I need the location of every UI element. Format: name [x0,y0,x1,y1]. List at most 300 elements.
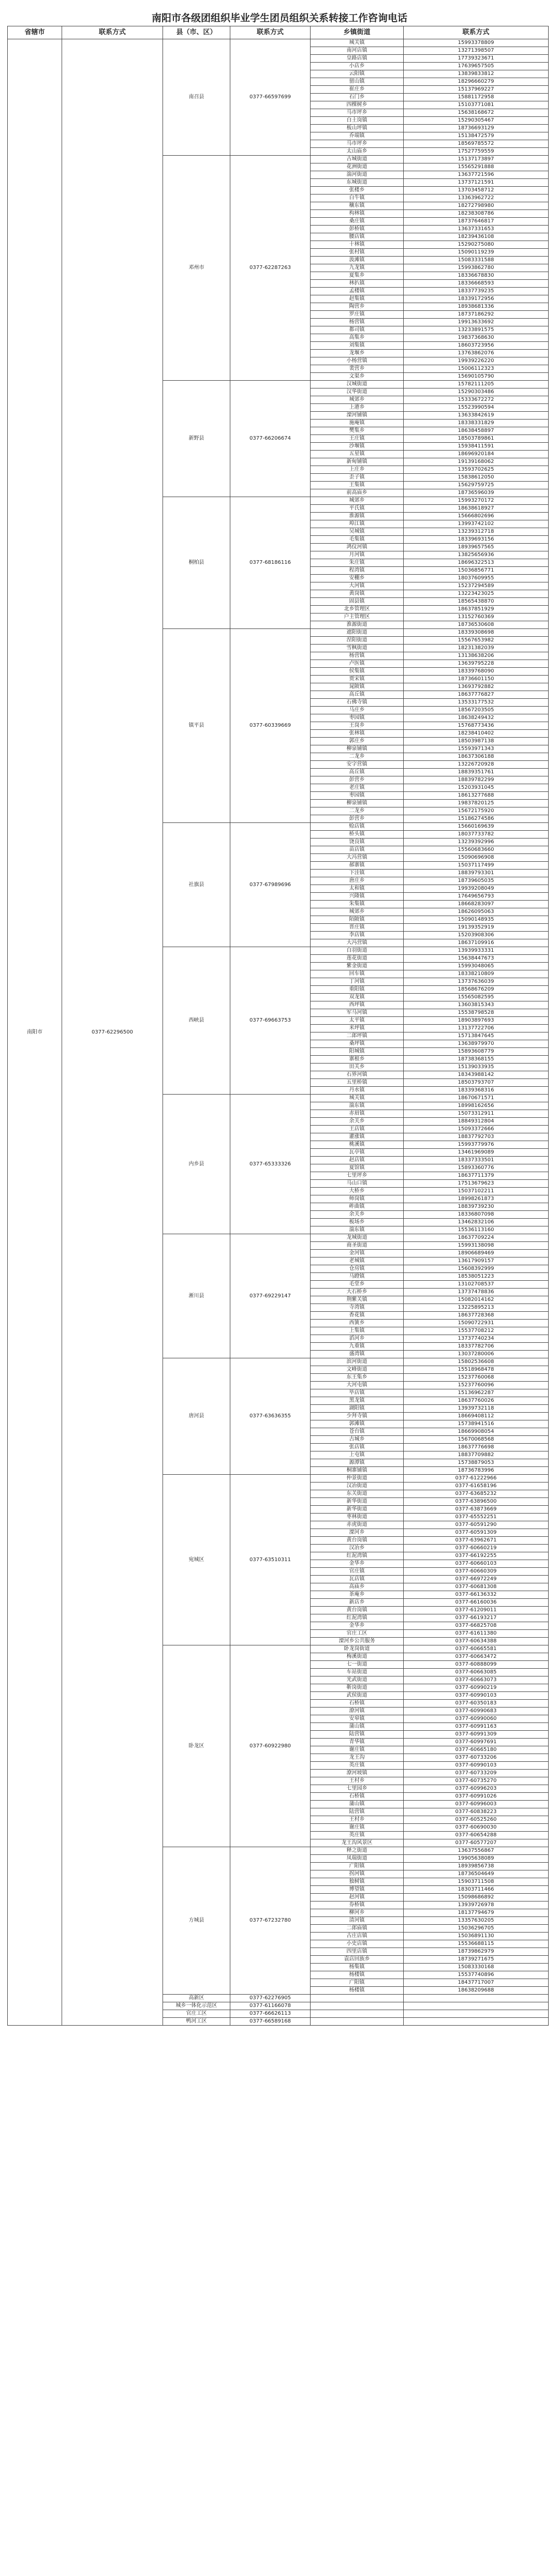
town-phone: 15838612050 [404,474,549,482]
town-phone: 15036296705 [404,1925,549,1933]
town-phone: 15138472579 [404,132,549,140]
town-phone: 15629759725 [404,482,549,489]
town-name: 彭营乡 [311,815,404,823]
town-name: 王村乡 [311,1777,404,1785]
town-phone: 18231382039 [404,645,549,652]
town-phone: 18739605035 [404,877,549,885]
empty-cell [404,2002,549,2010]
town-phone: 0377-60996203 [404,1785,549,1793]
town-phone: 15037117499 [404,862,549,870]
town-phone: 19905638089 [404,1855,549,1863]
header-town-phone: 联系方式 [404,26,549,39]
header-county-phone: 联系方式 [230,26,311,39]
town-phone: 15333672272 [404,396,549,404]
town-name: 莲花街道 [311,955,404,963]
town-phone: 18669908054 [404,1428,549,1436]
town-name: 柳泉铺镇 [311,745,404,753]
town-name: 石界河镇 [311,1071,404,1079]
town-phone: 18670671571 [404,1095,549,1102]
town-name: 饶良镇 [311,838,404,846]
town-phone: 18503987138 [404,738,549,745]
town-phone: 15768773436 [404,722,549,730]
town-phone: 13603815343 [404,1001,549,1009]
town-name: 郝寨镇 [311,862,404,870]
town-phone: 0377-60733209 [404,1770,549,1777]
town-name: 潦河镇 [311,1708,404,1715]
town-phone: 19837368630 [404,334,549,342]
town-name: 龙王沟风景区 [311,1839,404,1847]
town-phone: 19913633692 [404,319,549,326]
town-phone: 18637306188 [404,753,549,761]
town-phone: 15098686892 [404,1894,549,1901]
town-name: 余关乡 [311,1211,404,1219]
town-phone: 0377-60997691 [404,1739,549,1746]
town-phone: 18538051223 [404,1273,549,1281]
town-phone: 0377-63962671 [404,1537,549,1545]
town-name: 二郎庙镇 [311,1925,404,1933]
table-body [8,39,549,2026]
town-name: 晁陂镇 [311,683,404,691]
town-name: 金华乡 [311,1622,404,1630]
town-phone: 17513679623 [404,1180,549,1188]
town-phone: 17639657505 [404,63,549,70]
town-phone: 15237760068 [404,1374,549,1382]
town-name: 陆营镇 [311,1731,404,1739]
town-name: 汉冶街道 [311,1482,404,1490]
town-name: 灌涨镇 [311,1133,404,1141]
town-phone: 13239392996 [404,838,549,846]
town-name: 毛集镇 [311,536,404,544]
town-name: 腰店镇 [311,233,404,241]
town-name: 四棵树乡 [311,101,404,109]
town-phone: 18337782706 [404,1343,549,1351]
town-phone: 15537708212 [404,1327,549,1335]
town-phone: 0377-60634388 [404,1638,549,1645]
town-phone: 15203931045 [404,784,549,792]
town-name: 毕店镇 [311,1389,404,1397]
town-name: 施庵镇 [311,420,404,427]
town-phone: 18638458897 [404,427,549,435]
town-name: 遮阳街道 [311,629,404,637]
town-phone: 13737740234 [404,1335,549,1343]
town-phone: 18696920184 [404,451,549,458]
town-phone: 0377-66825708 [404,1622,549,1630]
town-name: 大河镇 [311,582,404,590]
town-name: 拐河镇 [311,1870,404,1878]
town-phone: 0377-60663085 [404,1669,549,1676]
town-phone: 15290275080 [404,241,549,249]
town-name: 白羽街道 [311,947,404,955]
town-name: 城郊乡 [311,908,404,916]
town-phone: 18626095063 [404,908,549,916]
town-name: 五星镇 [311,451,404,458]
town-name: 红泥湾镇 [311,1614,404,1622]
town-name: 花洲街道 [311,163,404,171]
town-phone: 18339308698 [404,629,549,637]
town-name: 高集乡 [311,334,404,342]
town-phone: 15993862780 [404,264,549,272]
town-phone: 0377-61611380 [404,1630,549,1638]
town-name: 阳城镇 [311,1048,404,1056]
town-phone: 13737121591 [404,179,549,187]
town-phone: 0377-60990683 [404,1708,549,1715]
town-phone: 13137722706 [404,1025,549,1032]
town-name: 石佛寺镇 [311,699,404,707]
town-name: 黄岗镇 [311,590,404,598]
town-phone: 19139352919 [404,924,549,932]
town-phone: 0377-66193217 [404,1614,549,1622]
header-city: 省辖市 [8,26,62,39]
town-name: 清河镇 [311,1917,404,1925]
town-phone: 18303711466 [404,1886,549,1894]
town-name: 龙城街道 [311,1234,404,1242]
town-name: 上庄乡 [311,466,404,474]
town-name: 汉冶乡 [311,1545,404,1552]
town-name: 石门乡 [311,94,404,101]
town-phone: 0377-63896500 [404,1498,549,1506]
town-name: 卢医镇 [311,660,404,668]
town-name: 金华乡 [311,1560,404,1568]
town-name: 重阳镇 [311,986,404,994]
town-phone: 18736693129 [404,125,549,132]
county-phone: 0377-67232780 [230,1847,311,1995]
town-name: 西簧乡 [311,1320,404,1327]
town-phone: 15237294589 [404,582,549,590]
town-name: 安皋镇 [311,1715,404,1723]
town-phone: 13226720928 [404,761,549,769]
town-name: 王岗乡 [311,722,404,730]
town-phone: 18569785572 [404,140,549,148]
town-name: 王店镇 [311,1126,404,1133]
county-name: 唐河县 [163,1358,230,1475]
town-name: 独树镇 [311,1878,404,1886]
town-phone: 15083331588 [404,257,549,264]
town-name: 桥头镇 [311,831,404,838]
town-name: 湍东镇 [311,1102,404,1110]
county-name: 卧龙区 [163,1645,230,1847]
town-name: 板场乡 [311,1219,404,1226]
town-name: 白牛镇 [311,194,404,202]
town-name: 丁河镇 [311,978,404,986]
town-phone: 15137173897 [404,156,549,163]
town-name: 前高庙乡 [311,489,404,497]
town-name: 板山坪镇 [311,125,404,132]
town-phone: 18637728368 [404,1312,549,1320]
town-name: 英庄镇 [311,1832,404,1839]
town-phone: 0377-60990103 [404,1692,549,1700]
town-phone: 0377-61658196 [404,1482,549,1490]
town-name: 谢庄镇 [311,1746,404,1754]
town-name: 月河镇 [311,551,404,559]
town-phone: 13533177532 [404,699,549,707]
town-name: 崔庄乡 [311,86,404,94]
header-county: 县（市、区） [163,26,230,39]
town-name: 石桥镇 [311,1793,404,1801]
town-name: 盛湾镇 [311,1351,404,1358]
town-phone: 19939208049 [404,885,549,893]
town-phone: 15137969227 [404,86,549,94]
town-phone: 0377-60733206 [404,1754,549,1762]
town-name: 溧河铺镇 [311,412,404,420]
city-name: 南阳市 [8,39,62,2026]
town-phone: 18736596039 [404,489,549,497]
town-name: 彭营乡 [311,776,404,784]
town-name: 仓房镇 [311,1265,404,1273]
county-name: 镇平县 [163,629,230,823]
town-name: 老庄镇 [311,784,404,792]
county-name: 邓州市 [163,156,230,381]
town-name: 老城镇 [311,1257,404,1265]
town-phone: 17527759559 [404,148,549,156]
town-phone: 18343988142 [404,1071,549,1079]
town-name: 小店乡 [311,63,404,70]
district-phone: 0377-61166078 [230,2002,311,2010]
county-name: 西峡县 [163,947,230,1095]
town-name: 乔端镇 [311,132,404,140]
town-name: 汲滩镇 [311,257,404,264]
town-name: 夏馆镇 [311,1164,404,1172]
town-phone: 0377-60990060 [404,1715,549,1723]
town-name: 陶营乡 [311,303,404,311]
town-phone: 13462832106 [404,1219,549,1226]
town-name: 金河镇 [311,1250,404,1257]
town-name: 广阳镇 [311,1863,404,1870]
district-phone: 0377-66589168 [230,2018,311,2026]
town-phone: 15713847645 [404,1032,549,1040]
town-phone: 13693792882 [404,683,549,691]
town-phone: 18839351761 [404,769,549,776]
town-phone: 18339768090 [404,668,549,676]
town-name: 赤眉镇 [311,1110,404,1118]
town-phone: 15938411591 [404,443,549,451]
town-phone: 15090722931 [404,1320,549,1327]
town-phone: 15536688115 [404,1940,549,1948]
county-phone: 0377-67989696 [230,823,311,947]
town-phone: 18437717007 [404,1979,549,1987]
town-name: 四里店镇 [311,1948,404,1956]
town-phone: 15203908306 [404,932,549,939]
district-name: 高新区 [163,1995,230,2002]
town-name: 双龙镇 [311,994,404,1001]
town-name: 王村乡 [311,1816,404,1824]
town-name: 古庄店镇 [311,1933,404,1940]
town-name: 赵集镇 [311,295,404,303]
town-phone: 13939732118 [404,1405,549,1413]
town-name: 九重镇 [311,1343,404,1351]
town-phone: 18638209688 [404,1987,549,1995]
town-phone: 0377-60838223 [404,1808,549,1816]
district-name: 官庄工区 [163,2010,230,2018]
town-phone: 18839782299 [404,776,549,784]
town-name: 红泥湾镇 [311,1552,404,1560]
town-name: 安棚乡 [311,575,404,582]
district-name: 鸭河工区 [163,2018,230,2026]
town-phone: 15993779976 [404,1141,549,1149]
town-phone: 18906689469 [404,1250,549,1257]
town-name: 郭庄乡 [311,738,404,745]
town-name: 唐庄乡 [311,877,404,885]
town-phone: 13233891575 [404,326,549,334]
town-name: 龙王沟 [311,1754,404,1762]
town-name: 淮源镇 [311,513,404,520]
town-phone: 15638447673 [404,955,549,963]
town-name: 鸿仪河镇 [311,544,404,551]
town-name: 毛堂乡 [311,1281,404,1289]
town-phone: 13703458712 [404,187,549,194]
town-phone: 18339172956 [404,295,549,303]
town-name: 十林镇 [311,241,404,249]
town-phone: 18336678830 [404,272,549,280]
town-name: 梅溪街道 [311,1653,404,1661]
town-name: 李店镇 [311,932,404,939]
town-name: 赵店镇 [311,1157,404,1164]
town-name: 太和镇 [311,885,404,893]
town-name: 桑庄镇 [311,218,404,226]
town-phone: 15993270172 [404,497,549,505]
town-phone: 15083330168 [404,1964,549,1971]
town-phone: 13223423025 [404,590,549,598]
town-phone: 15593971343 [404,745,549,753]
town-phone: 15073312911 [404,1110,549,1118]
town-name: 陆营镇 [311,1808,404,1816]
town-phone: 15090696908 [404,854,549,862]
header-town: 乡镇街道 [311,26,404,39]
town-phone: 13939933331 [404,947,549,955]
town-name: 朱庄镇 [311,559,404,567]
town-name: 苗店镇 [311,846,404,854]
town-phone: 13357630205 [404,1917,549,1925]
town-name: 上港乡 [311,404,404,412]
town-phone: 13637556867 [404,1847,549,1855]
town-name: 凤瑞街道 [311,1855,404,1863]
county-phone: 0377-66597699 [230,39,311,156]
county-name: 社旗县 [163,823,230,947]
town-name: 张楼乡 [311,187,404,194]
town-name: 蒲山镇 [311,1723,404,1731]
town-phone: 13737636039 [404,978,549,986]
town-name: 湍东镇 [311,1226,404,1234]
town-phone: 0377-60681308 [404,1583,549,1591]
town-phone: 15093372666 [404,1126,549,1133]
town-name: 城郊乡 [311,396,404,404]
town-name: 黑龙镇 [311,1397,404,1405]
town-name: 军马河镇 [311,1009,404,1017]
town-name: 南河店镇 [311,47,404,55]
town-name: 大桥乡 [311,1188,404,1195]
town-name: 桑坪镇 [311,1040,404,1048]
town-phone: 18339368316 [404,1087,549,1095]
town-name: 荆紫关镇 [311,1296,404,1304]
county-name: 新野县 [163,381,230,497]
town-name: 释之街道 [311,1847,404,1855]
town-name: 雪枫街道 [311,645,404,652]
town-phone: 18272798980 [404,202,549,210]
town-name: 东城街道 [311,179,404,187]
town-name: 下洼镇 [311,870,404,877]
town-phone: 18737186292 [404,311,549,319]
town-phone: 0377-63873669 [404,1506,549,1514]
town-phone: 15037102211 [404,1188,549,1195]
town-phone: 0377-60660103 [404,1560,549,1568]
town-phone: 13461969089 [404,1149,549,1157]
town-phone: 18998162656 [404,1102,549,1110]
town-name: 太山庙乡 [311,148,404,156]
town-phone: 18637851929 [404,606,549,613]
town-name: 孟楼镇 [311,288,404,295]
town-name: 杨营镇 [311,319,404,326]
town-name: 吴城镇 [311,528,404,536]
town-name: 古城乡 [311,1436,404,1444]
town-name: 二郎坪镇 [311,1032,404,1040]
town-name: 罗庄镇 [311,311,404,319]
town-phone: 13239312718 [404,528,549,536]
town-name: 桃溪镇 [311,1141,404,1149]
town-phone: 18998261873 [404,1195,549,1203]
town-name: 柳泉铺镇 [311,800,404,807]
town-name: 王庄镇 [311,435,404,443]
county-phone: 0377-69229147 [230,1234,311,1358]
town-name: 二龙乡 [311,807,404,815]
town-phone: 13637331653 [404,226,549,233]
town-name: 杨楼镇 [311,1971,404,1979]
town-name: 武侯街道 [311,1692,404,1700]
town-phone: 15903711508 [404,1878,549,1886]
town-phone: 0377-66160036 [404,1599,549,1607]
empty-cell [404,1995,549,2002]
town-name: 回车镇 [311,970,404,978]
town-phone: 18669408112 [404,1413,549,1420]
town-name: 赵河镇 [311,1894,404,1901]
town-name: 马庄乡 [311,707,404,714]
town-name: 赤虎街道 [311,1521,404,1529]
town-name: 小杨营镇 [311,357,404,365]
town-phone: 18736504649 [404,1870,549,1878]
town-phone: 13152760369 [404,613,549,621]
town-name: 马市坪乡 [311,109,404,117]
town-phone: 0377-60660219 [404,1545,549,1552]
county-name: 宛城区 [163,1475,230,1645]
town-phone: 0377-66192255 [404,1552,549,1560]
town-name: 源潭镇 [311,1459,404,1467]
town-phone: 18638249432 [404,714,549,722]
town-name: 黄台岗镇 [311,1537,404,1545]
town-phone: 15237760096 [404,1382,549,1389]
town-name: 赊店镇 [311,823,404,831]
town-name: 湍河街道 [311,171,404,179]
town-name: 侯集镇 [311,668,404,676]
town-phone: 18339693156 [404,536,549,544]
town-name: 樊集乡 [311,427,404,435]
town-phone: 0377-60663472 [404,1653,549,1661]
town-phone: 17649656793 [404,893,549,901]
town-phone: 18837792703 [404,1133,549,1141]
town-phone: 18337739235 [404,288,549,295]
town-phone: 18238410402 [404,730,549,738]
town-name: 歪子镇 [311,474,404,482]
town-phone: 15082014162 [404,1296,549,1304]
town-name: 车站街道 [311,1669,404,1676]
town-phone: 0377-61222966 [404,1475,549,1482]
town-phone: 15290305467 [404,117,549,125]
town-name: 广阳镇 [311,1979,404,1987]
empty-cell [311,2018,404,2026]
town-phone: 18849312804 [404,1118,549,1126]
town-phone: 15290303486 [404,388,549,396]
town-phone: 18613277688 [404,792,549,800]
town-phone: 18637776827 [404,691,549,699]
town-name: 汉华街道 [311,388,404,396]
town-phone: 18336668593 [404,280,549,288]
